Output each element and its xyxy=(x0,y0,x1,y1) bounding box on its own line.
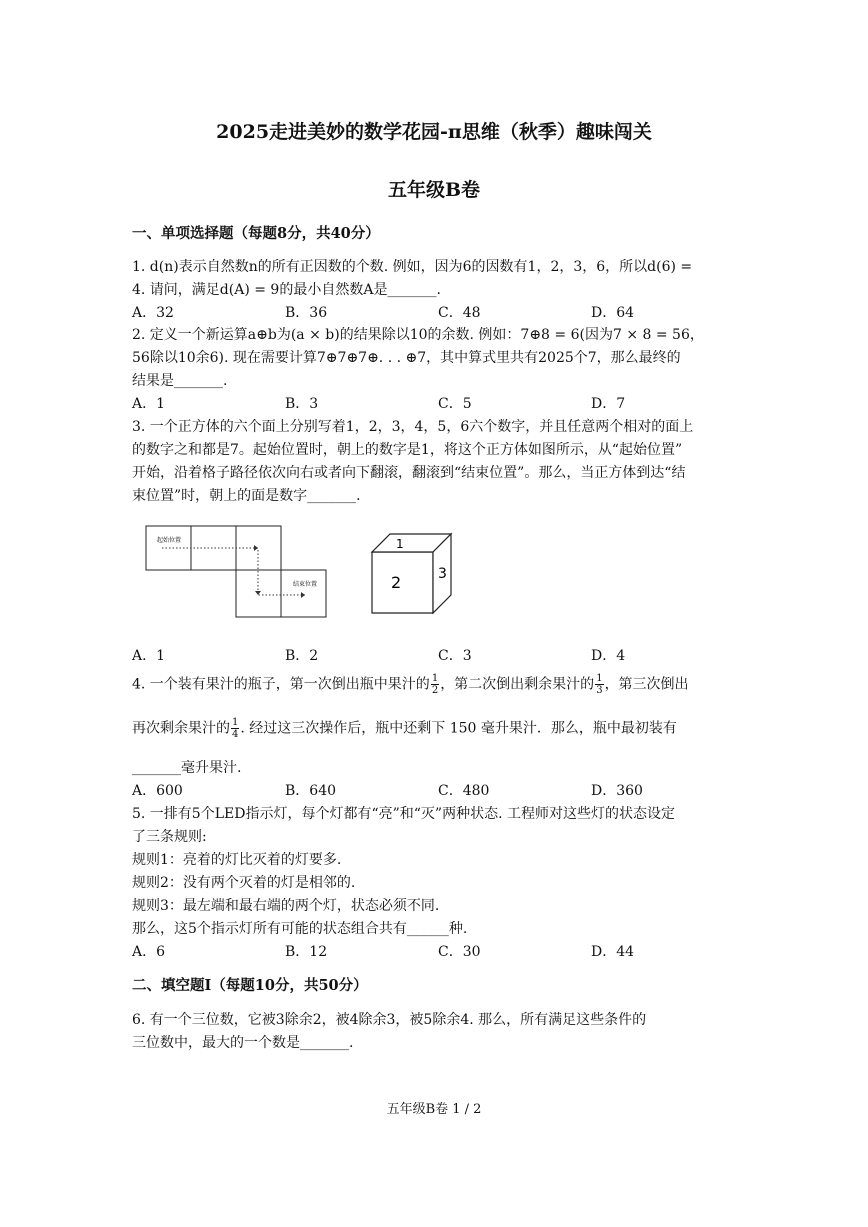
q2-line1: 2. 定义一个新运算a⊕b为(a × b)的结果除以10的余数. 例如：7⊕8 = 6(因为7 × 8 = 56， xyxy=(132,327,704,343)
q5-line2: 了三条规则: xyxy=(132,829,207,845)
q5-option-a: A．6 xyxy=(132,944,166,960)
q5-option-d: D．44 xyxy=(591,944,635,960)
q5-line1: 5. 一排有5个LED指示灯，每个灯都有“亮”和“灭”两种状态. 工程师对这些灯的状态设定 xyxy=(132,806,675,822)
q1-option-a: A．32 xyxy=(132,305,174,321)
q1-line1: 1. d(n)表示自然数n的所有正因数的个数. 例如，因为6的因数有1，2，3，6，所以d(6) = xyxy=(132,259,693,275)
arrow-head-3 xyxy=(301,592,305,598)
q5-option-b: B．12 xyxy=(285,944,328,960)
q3-option-a: A．1 xyxy=(132,648,166,664)
fraction-denominator: 3 xyxy=(596,685,603,696)
cube-front-number: 2 xyxy=(391,573,402,592)
fraction-numerator: 1 xyxy=(431,673,439,684)
q2-option-c: C．5 xyxy=(438,396,472,412)
q5-rule3: 规则3：最左端和最右端的两个灯，状态必须不同. xyxy=(132,898,440,914)
section-heading-1: 一、单项选择题（每题8分，共40分） xyxy=(132,225,380,242)
page-footer: 五年级B卷 1 / 2 xyxy=(386,1102,482,1117)
q2-line3: 结果是_______. xyxy=(132,373,228,389)
q6-line2: 三位数中，最大的一个数是_______. xyxy=(132,1035,354,1051)
q5-rule1: 规则1：亮着的灯比灭着的灯要多. xyxy=(132,852,342,868)
q3-option-c: C．3 xyxy=(438,648,472,664)
q2-line2: 56除以10余6). 现在需要计算7⊕7⊕7⊕. . . ⊕7，其中算式里共有2025个7，那么最终的 xyxy=(132,350,681,366)
cube-top-number: 1 xyxy=(396,537,404,551)
q6-line1: 6. 有一个三位数，它被3除余2，被4除余3，被5除余4. 那么，所有满足这些条件的 xyxy=(132,1012,647,1028)
arrow-head-2 xyxy=(255,591,261,595)
q1-option-b: B．36 xyxy=(285,305,328,321)
q3-line1: 3. 一个正方体的六个面上分别写着1，2，3，4，5，6六个数字，并且任意两个相对的面上 xyxy=(132,419,694,435)
q3-option-d: D．4 xyxy=(591,648,626,664)
q4-line1 xyxy=(132,673,689,696)
q4-option-d: D．360 xyxy=(591,783,643,799)
q1-line2: 4. 请问，满足d(A) = 9的最小自然数A是_______. xyxy=(132,282,441,298)
fraction-one-quarter xyxy=(231,717,239,740)
q5-line3: 那么，这5个指示灯所有可能的状态组合共有______种. xyxy=(132,921,468,937)
q4-line3: _______毫升果汁. xyxy=(132,760,242,776)
q2-option-b: B．3 xyxy=(285,396,319,412)
q4-line1-part-c: ，第三次倒出 xyxy=(604,676,689,693)
q4-line2-part-b: . 经过这三次操作后，瓶中还剩下 150 毫升果汁．那么，瓶中最初装有 xyxy=(240,720,677,737)
q5-option-c: C．30 xyxy=(438,944,481,960)
q4-line1-part-a: 4. 一个装有果汁的瓶子，第一次倒出瓶中果汁的 xyxy=(132,676,430,693)
q3-line4: 束位置”时，朝上的面是数字_______. xyxy=(132,488,361,504)
fraction-one-third xyxy=(595,673,603,696)
grid-start-label: 起始位置 xyxy=(157,537,182,544)
q4-line1-part-b: ，第二次倒出剩余果汁的 xyxy=(440,676,595,693)
dotted-path xyxy=(162,548,305,595)
q1-option-c: C．48 xyxy=(438,305,481,321)
q4-line2 xyxy=(132,717,677,740)
q3-option-b: B．2 xyxy=(285,648,319,664)
fraction-numerator: 1 xyxy=(596,673,603,684)
grid-end-label: 结束位置 xyxy=(293,581,318,588)
page-title: 2025走进美妙的数学花园-π思维（秋季）趣味闯关 xyxy=(216,121,652,143)
q4-option-b: B．640 xyxy=(285,783,337,799)
cube-side-number: 3 xyxy=(438,566,447,582)
q2-option-d: D．7 xyxy=(591,396,626,412)
page-subtitle: 五年级B卷 xyxy=(387,179,481,201)
q3-line3: 开始，沿着格子路径依次向右或者向下翻滚，翻滚到“结束位置”。那么，当正方体到达“结 xyxy=(132,465,686,481)
fraction-denominator: 4 xyxy=(232,729,239,740)
arrow-head-1 xyxy=(254,545,258,551)
q5-rule2: 规则2：没有两个灭着的灯是相邻的. xyxy=(132,875,356,891)
section-heading-2: 二、填空题Ⅰ（每题10分，共50分） xyxy=(132,977,368,994)
fraction-numerator: 1 xyxy=(232,717,239,728)
q4-option-a: A．600 xyxy=(132,783,183,799)
q4-line2-part-a: 再次剩余果汁的 xyxy=(132,720,230,737)
q4-option-c: C．480 xyxy=(438,783,490,799)
q3-figure xyxy=(140,520,470,625)
q2-option-a: A．1 xyxy=(132,396,166,412)
fraction-one-half xyxy=(431,673,439,696)
fraction-denominator: 2 xyxy=(431,685,439,696)
q3-line2: 的数字之和都是7。起始位置时，朝上的数字是1，将这个正方体如图所示，从“起始位置” xyxy=(132,442,683,458)
q1-option-d: D．64 xyxy=(591,305,635,321)
